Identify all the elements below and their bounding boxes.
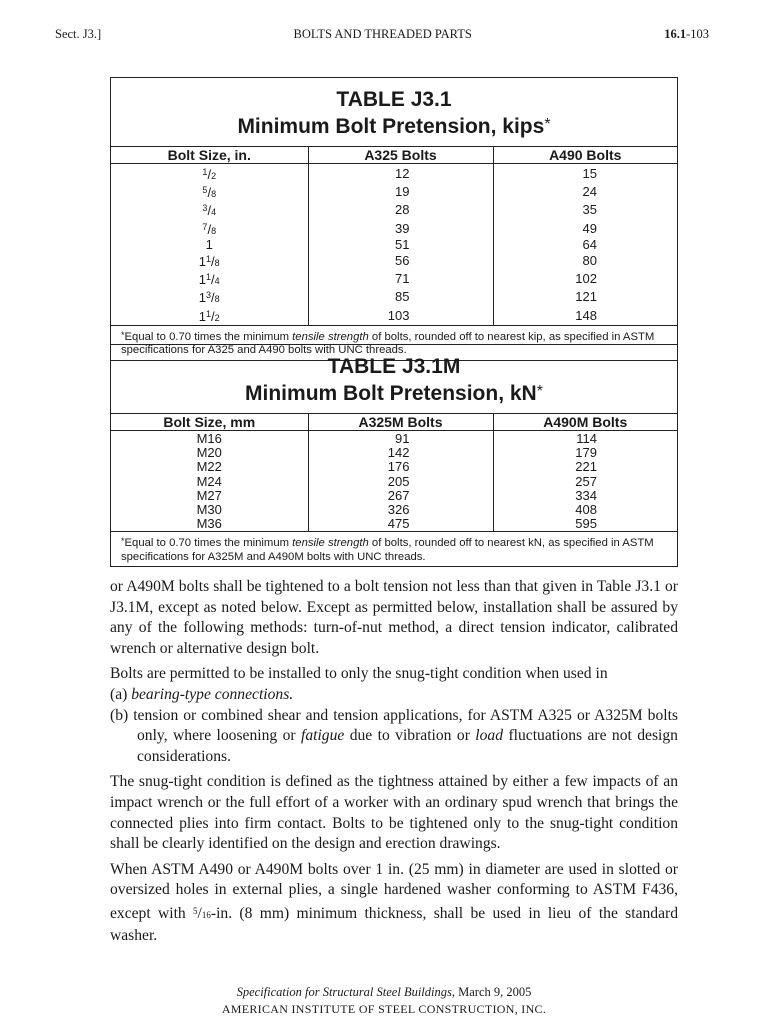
- page-number-rest: -103: [686, 27, 709, 41]
- a325-value: 12: [308, 164, 493, 184]
- a490m-value: 595: [493, 517, 677, 531]
- a325m-value: 142: [308, 446, 493, 460]
- fraction-num: 1: [206, 308, 212, 319]
- table-body: [111, 431, 677, 532]
- table-row: [111, 164, 677, 184]
- footnote-text-a: Equal to 0.70 times the minimum: [124, 537, 293, 550]
- item-italic: fatigue: [300, 727, 345, 745]
- list-item-a: [110, 685, 678, 706]
- bolt-size-whole: 1: [198, 254, 207, 270]
- fraction-den: 2: [211, 171, 217, 181]
- table-footnote: [111, 531, 677, 566]
- table-row: [111, 503, 677, 517]
- column-header: Bolt Size, in.: [111, 147, 308, 164]
- table-row: [111, 288, 677, 306]
- bolt-size-fraction: $^1$/8: [206, 254, 220, 270]
- fraction-den: 8: [214, 294, 220, 305]
- footnote-italic: tensile strength: [292, 537, 369, 550]
- footer-date: March 9, 2005: [455, 985, 532, 999]
- table-subtitle: [111, 379, 677, 407]
- a490-value: 24: [493, 183, 677, 201]
- fraction-num: 3: [202, 203, 208, 214]
- fraction-den: 8: [211, 225, 217, 236]
- table-row: [111, 220, 677, 238]
- a490-value: 64: [493, 238, 677, 252]
- table-row: [111, 431, 677, 447]
- page-number-bold: 16.1: [664, 27, 687, 41]
- a325-value: 28: [308, 201, 493, 219]
- a490-value: 121: [493, 288, 677, 306]
- bolt-size-cell: [111, 201, 308, 219]
- bolt-size-whole: 1: [198, 308, 207, 324]
- bolt-size-fraction: $^3$/4: [202, 203, 217, 219]
- fraction-num: 5: [202, 185, 208, 196]
- bolt-size-cell: M27: [196, 487, 222, 503]
- a325-value: 56: [308, 252, 493, 270]
- column-header: A325 Bolts: [308, 147, 493, 164]
- bolt-size-cell: [111, 288, 308, 306]
- table-row: [111, 446, 677, 460]
- fraction-num: 1: [206, 254, 212, 265]
- footer-spec-title: Specification for Structural Steel Buildings,: [236, 985, 455, 999]
- a490-value: 80: [493, 252, 677, 270]
- bolt-size-cell: [111, 252, 308, 270]
- list-item-b: [110, 706, 678, 768]
- a325m-value: 205: [308, 475, 493, 489]
- body-text: [110, 577, 678, 951]
- table-body: [111, 164, 677, 325]
- column-header: A490M Bolts: [493, 414, 677, 431]
- table-row: [111, 460, 677, 474]
- fraction-den: 4: [214, 276, 220, 287]
- bolt-size-fraction: $^3$/8: [206, 290, 220, 306]
- table-caption: [111, 345, 677, 414]
- a490-value: 148: [493, 307, 677, 325]
- a490-value: 35: [493, 201, 677, 219]
- fraction-num: 7: [202, 221, 208, 232]
- a325m-value: 326: [308, 503, 493, 517]
- fraction: $^5$/16: [193, 904, 211, 922]
- bolt-size-cell: [111, 307, 308, 325]
- running-title: BOLTS AND THREADED PARTS: [293, 27, 472, 41]
- item-text: tension or combined shear and tension applications, for ASTM A325 or A325M bolts only, where loosening or: [133, 706, 678, 745]
- fraction-den: 2: [214, 312, 220, 323]
- a490-value: 15: [493, 164, 677, 184]
- bolt-size-cell: [111, 220, 308, 238]
- fraction-num: 1: [202, 167, 208, 177]
- a325m-value: 475: [308, 517, 493, 531]
- a325-value: 19: [308, 183, 493, 201]
- bolt-size-fraction: $^1$/4: [206, 272, 220, 288]
- pretension-table: [111, 147, 677, 325]
- bolt-size-cell: M30: [196, 502, 222, 518]
- a325-value: 51: [308, 238, 493, 252]
- table-title: TABLE J3.1: [336, 88, 452, 111]
- page-footer: [0, 984, 768, 1018]
- paragraph-text: -in. (8 mm) minimum thickness, shall be used in lieu of the standard washer.: [110, 904, 679, 944]
- fraction-num: 5: [193, 905, 198, 916]
- page-number: [664, 27, 709, 42]
- table-row: [111, 183, 677, 201]
- column-header: A325M Bolts: [308, 414, 493, 431]
- table-subtitle-text: Minimum Bolt Pretension, kips: [237, 115, 545, 138]
- item-label: (b): [110, 706, 129, 724]
- item-text: due to vibration or: [344, 727, 476, 745]
- bolt-size-whole: 1: [205, 236, 213, 252]
- item-text: fluctuations are not design considerations.: [137, 727, 678, 765]
- a325-value: 71: [308, 270, 493, 288]
- bolt-size-fraction: $^5$/8: [202, 185, 217, 201]
- footnote-text-b: of bolts, rounded off to nearest kip, as specified in ASTM specifications for A325 and A490 bolts with UNC threads.: [121, 330, 655, 357]
- a325m-value: 176: [308, 460, 493, 474]
- fraction-den: 16: [201, 909, 211, 920]
- a325-value: 85: [308, 288, 493, 306]
- table-row: [111, 238, 677, 252]
- table-row: [111, 201, 677, 219]
- paragraph-text: When ASTM A490 or A490M bolts over 1 in. (25 mm) in diameter are used in slotted or oversized holes in external plies, a single hardened washer conforming to ASTM F436, except with: [110, 860, 678, 922]
- a325m-value: 267: [308, 489, 493, 503]
- asterisk: *: [544, 116, 551, 133]
- a325-value: 39: [308, 220, 493, 238]
- footnote-italic: tensile strength: [292, 330, 369, 343]
- bolt-size-fraction: $^1$/2: [202, 167, 217, 182]
- section-label: Sect. J3.]: [55, 27, 102, 41]
- footnote-asterisk: *: [121, 329, 125, 340]
- bolt-size-cell: M16: [196, 431, 222, 446]
- bolt-size-fraction: $^1$/2: [206, 308, 220, 324]
- table-subtitle: [111, 112, 677, 140]
- table-row: [111, 489, 677, 503]
- footnote-text-b: of bolts, rounded off to nearest kN, as specified in ASTM specifications for A325M and A490M bolts with UNC threads.: [121, 537, 654, 563]
- a490m-value: 334: [493, 489, 677, 503]
- fraction-den: 4: [211, 207, 217, 218]
- table-row: [111, 307, 677, 325]
- bolt-size-whole: 1: [198, 272, 207, 288]
- table-row: [111, 252, 677, 270]
- running-head: [55, 27, 709, 42]
- paragraph: Bolts are permitted to be installed to only the snug-tight condition when used in: [110, 665, 608, 683]
- table-caption: [111, 78, 677, 147]
- table-title: TABLE J3.1M: [327, 355, 461, 378]
- footer-line-2: AMERICAN INSTITUTE OF STEEL CONSTRUCTION, INC.: [221, 1002, 547, 1016]
- table-row: [111, 517, 677, 531]
- table-j3-1m: [110, 344, 678, 567]
- a490m-value: 179: [493, 446, 677, 460]
- a490m-value: 408: [493, 503, 677, 517]
- bolt-size-fraction: $^7$/8: [202, 221, 217, 237]
- a490m-value: 257: [493, 475, 677, 489]
- bolt-size-cell: M24: [196, 473, 222, 489]
- bolt-size-cell: [111, 164, 308, 184]
- table-row: [111, 270, 677, 288]
- table-row: [111, 475, 677, 489]
- a490-value: 102: [493, 270, 677, 288]
- paragraph: [110, 860, 678, 946]
- a490-value: 49: [493, 220, 677, 238]
- column-header: A490 Bolts: [493, 147, 677, 164]
- table-j3-1: [110, 77, 678, 361]
- table-subtitle-text: Minimum Bolt Pretension, kN: [245, 382, 537, 405]
- footnote-text-a: Equal to 0.70 times the minimum: [124, 330, 293, 343]
- fraction-den: 8: [214, 258, 220, 269]
- a325-value: 103: [308, 307, 493, 325]
- a325m-value: 91: [308, 431, 493, 447]
- fraction-den: 8: [211, 189, 217, 200]
- a490m-value: 221: [493, 460, 677, 474]
- bolt-size-cell: M20: [196, 445, 222, 461]
- bolt-size-cell: [111, 238, 308, 252]
- item-italic: load: [475, 727, 504, 745]
- bolt-size-cell: M22: [196, 459, 222, 475]
- column-header: Bolt Size, mm: [111, 414, 308, 431]
- bolt-size-cell: [111, 183, 308, 201]
- fraction-num: 3: [206, 290, 212, 301]
- pretension-table-metric: [111, 414, 677, 531]
- footnote-asterisk: *: [121, 536, 125, 547]
- bolt-size-cell: M36: [196, 516, 222, 532]
- a490m-value: 114: [493, 431, 677, 447]
- paragraph: or A490M bolts shall be tightened to a bolt tension not less than that given in Table J3.1 or J3.1M, except as noted below. Except as permitted below, installation shall be assured by any of the following methods: turn-of-nut method, a direct tension indicator, calibrated wrench or alternative design bolt.: [110, 578, 678, 657]
- asterisk: *: [536, 383, 543, 400]
- paragraph: The snug-tight condition is defined as the tightness attained by either a few impacts of an impact wrench or the full effort of a worker with an ordinary spud wrench that brings the connected plies into firm contact. Bolts to be tightened only to the snug-tight condition shall be clearly identified on the design and erection drawings.: [110, 773, 678, 853]
- item-text: bearing-type connections.: [131, 685, 294, 703]
- item-label: (a): [110, 685, 128, 703]
- footer-line-1: [0, 984, 768, 1001]
- bolt-size-whole: 1: [198, 290, 207, 306]
- bolt-size-cell: [111, 270, 308, 288]
- fraction-num: 1: [206, 272, 212, 283]
